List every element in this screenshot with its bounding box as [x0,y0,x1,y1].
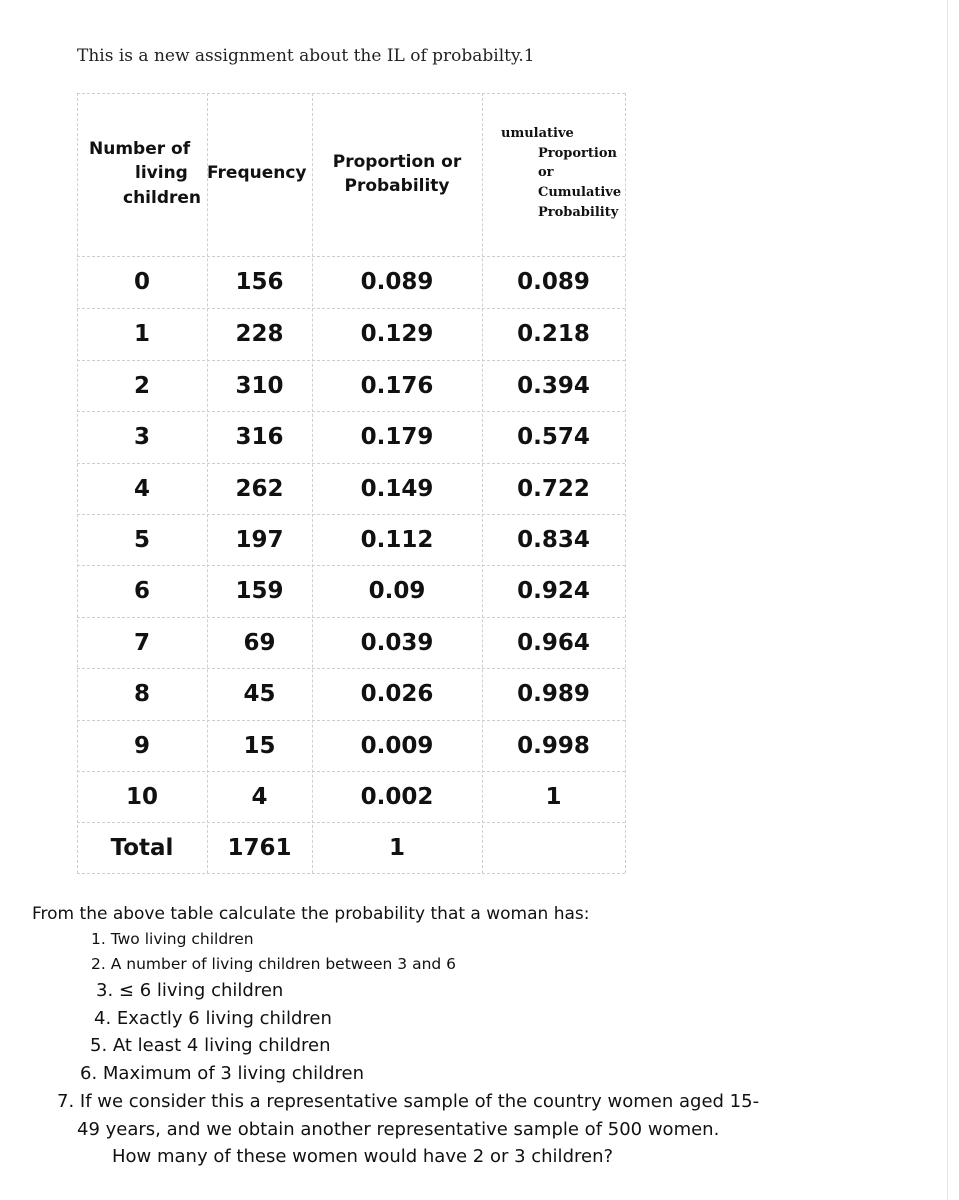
cell-children: 0 [133,269,150,295]
cell-probability: 0.112 [360,527,434,553]
question-3: 3. ≤ 6 living children [96,980,284,1001]
cell-frequency: 228 [235,321,284,347]
page-title: This is a new assignment about the IL of probabilty.1 [77,46,535,66]
header-cumulative-line3: or [538,165,554,180]
cell-cumulative: 0.394 [517,373,590,399]
cell-probability: 0.009 [360,733,434,759]
cell-frequency: 69 [243,630,276,656]
table-border-right [625,93,626,873]
question-5: 5. At least 4 living children [90,1035,331,1056]
question-1: 1. Two living children [91,930,254,948]
cell-probability: 0.002 [360,784,434,810]
cell-children: 10 [125,784,158,810]
header-cumulative-line1: umulative [501,126,574,141]
question-6: 6. Maximum of 3 living children [80,1063,364,1084]
table-border-top [77,93,625,94]
cell-frequency: 159 [235,578,284,604]
cell-cumulative: 1 [545,784,562,810]
question-7-line2: 49 years, and we obtain another representative sample of 500 women. [77,1119,720,1140]
cell-probability: 0.089 [360,269,434,295]
cell-children: 3 [133,424,150,450]
cell-frequency: 156 [235,269,284,295]
cell-cumulative: 0.989 [517,681,590,707]
cell-children: 6 [133,578,150,604]
cell-probability: 0.039 [360,630,434,656]
cell-cumulative: 0.218 [517,321,590,347]
table-border-bottom [77,873,625,874]
cell-children: 9 [133,733,150,759]
cell-children: 1 [133,321,150,347]
question-2: 2. A number of living children between 3 and 6 [91,955,457,973]
header-proportion-line2: Probability [344,176,450,196]
cell-children: 4 [133,476,150,502]
cell-cumulative: 0.924 [517,578,590,604]
cell-probability: 0.129 [360,321,434,347]
cell-frequency: 45 [243,681,276,707]
cell-probability: 0.09 [368,578,426,604]
header-cumulative-line5: Probability [538,205,619,220]
cell-probability: 0.176 [360,373,434,399]
cell-probability: 0.149 [360,476,434,502]
header-cumulative-line4: Cumulative [538,185,622,200]
question-7-line1: 7. If we consider this a representative sample of the country women aged 15- [57,1091,760,1112]
cell-cumulative: 0.964 [517,630,590,656]
cell-frequency: 4 [251,784,268,810]
cell-total-frequency: 1761 [227,834,292,861]
header-number-line1: Number of [89,139,191,159]
header-number-line2: living [135,163,188,183]
cell-cumulative: 0.834 [517,527,590,553]
cell-total-probability: 1 [388,834,405,861]
cell-frequency: 197 [235,527,284,553]
probability-table [77,93,625,873]
cell-frequency: 316 [235,424,284,450]
question-4: 4. Exactly 6 living children [94,1008,332,1029]
cell-children: 7 [133,630,150,656]
questions-intro: From the above table calculate the probability that a woman has: [32,904,590,924]
cell-cumulative: 0.998 [517,733,590,759]
header-cumulative-line2: Proportion [538,146,617,161]
cell-total-cumulative [482,822,625,873]
page-edge-divider [947,0,948,1200]
cell-frequency: 310 [235,373,284,399]
cell-cumulative: 0.722 [517,476,590,502]
cell-cumulative: 0.089 [517,269,590,295]
cell-probability: 0.179 [360,424,434,450]
cell-frequency: 15 [243,733,276,759]
cell-children: 5 [133,527,150,553]
cell-cumulative: 0.574 [517,424,590,450]
cell-children: 8 [133,681,150,707]
cell-total-label: Total [110,834,174,861]
question-7-line3: How many of these women would have 2 or 3 children? [112,1146,614,1167]
header-proportion-line1: Proportion or [332,152,462,172]
cell-frequency: 262 [235,476,284,502]
cell-children: 2 [133,373,150,399]
cell-probability: 0.026 [360,681,434,707]
header-number-line3: children [123,188,202,208]
header-frequency: Frequency [207,163,307,183]
